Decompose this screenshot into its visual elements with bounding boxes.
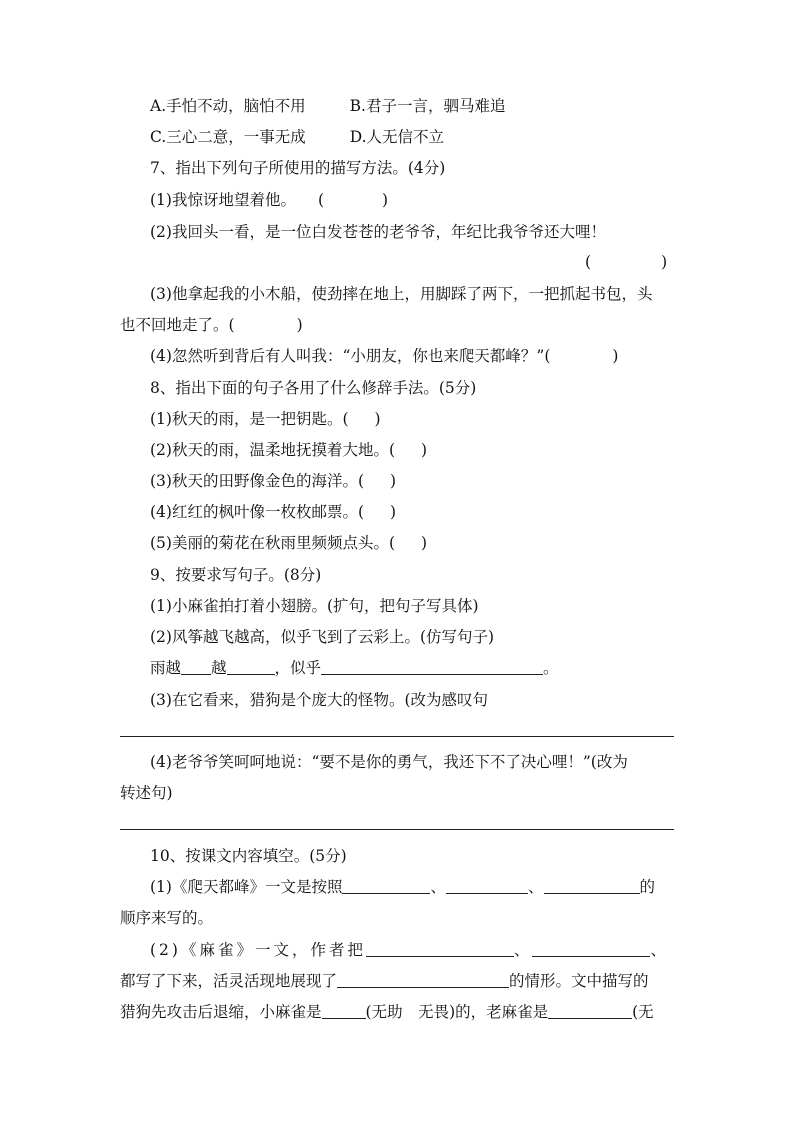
q7-sentence-2: (2)我回头一看，是一位白发苍苍的老爷爷，年纪比我爷爷还大哩！ (150, 223, 606, 241)
blank[interactable] (342, 877, 430, 894)
q7-sentence-3a: (3)他拿起我的小木船，使劲摔在地上，用脚踩了两下，一把抓起书包，头 (150, 285, 653, 303)
paren-close: ) (382, 191, 389, 209)
blank[interactable] (181, 658, 211, 675)
q8-sentence-2: (2)秋天的雨，温柔地抚摸着大地。( ) (150, 441, 428, 459)
q7-title: 7、指出下列句子所使用的描写方法。(4分) (150, 159, 446, 177)
q10-sentence-2b: 都写了下来，活灵活现地展现了 的情形。文中描写的 (120, 972, 649, 990)
q10-sentence-2c: 猎狗先攻击后退缩，小麻雀是 (无助 无畏)的，老麻雀是 (无 (120, 1003, 654, 1021)
blank[interactable] (337, 971, 509, 988)
q7-answer-2: ( ) (585, 253, 668, 271)
q6-option-b: B.君子一言，驷马难追 (349, 97, 506, 115)
q10-sentence-2a: (2)《麻雀》一文，作者把 、 、 (150, 941, 669, 959)
q10-sentence-1a: (1)《爬天都峰》一文是按照 、 、 的 (150, 878, 656, 896)
q8-title: 8、指出下面的句子各用了什么修辞手法。(5分) (150, 379, 477, 397)
paren-open: ( (317, 191, 325, 209)
blank[interactable] (227, 658, 275, 675)
q9-title: 9、按要求写句子。(8分) (150, 566, 322, 584)
blank[interactable] (544, 877, 640, 894)
q9-sentence-3: (3)在它看来，猎狗是个庞大的怪物。(改为感叹句 (150, 691, 489, 709)
q6-option-row-1 (150, 96, 505, 116)
answer-line[interactable] (120, 829, 674, 830)
q6-option-c: C.三心二意，一事无成 (150, 128, 306, 146)
q6-option-row-2 (150, 127, 444, 147)
q9-sentence-4b: 转述句) (120, 784, 173, 802)
q7-sentence-4: (4)忽然听到背后有人叫我：“小朋友，你也来爬天都峰？”( ) (150, 347, 619, 365)
q6-option-a: A.手怕不动，脑怕不用 (150, 97, 306, 115)
q9-sentence-2: (2)风筝越飞越高，似乎飞到了云彩上。(仿写句子) (150, 628, 495, 646)
blank[interactable] (446, 877, 528, 894)
q8-sentence-3: (3)秋天的田野像金色的海洋。( ) (150, 472, 397, 490)
blank[interactable] (366, 940, 514, 957)
q7-sentence-1: (1)我惊讶地望着他。 ( ) (150, 191, 389, 209)
q10-title: 10、按课文内容填空。(5分) (150, 847, 347, 865)
blank[interactable] (321, 658, 543, 675)
q8-sentence-4: (4)红红的枫叶像一枚枚邮票。( ) (150, 503, 397, 521)
blank[interactable] (322, 1002, 366, 1019)
q9-sentence-4a: (4)老爷爷笑呵呵地说：“要不是你的勇气，我还下不了决心哩！”(改为 (150, 753, 628, 771)
q9-sentence-1: (1)小麻雀拍打着小翅膀。(扩句，把句子写具体) (150, 597, 479, 615)
q6-option-d: D.人无信不立 (349, 128, 445, 146)
q7-sentence-3b: 也不回地走了。( ) (120, 316, 303, 334)
q8-sentence-5: (5)美丽的菊花在秋雨里频频点头。( ) (150, 534, 428, 552)
blank[interactable] (548, 1002, 632, 1019)
q8-sentence-1: (1)秋天的雨，是一把钥匙。( ) (150, 410, 381, 428)
q9-fill-row: 雨越 越 ，似乎 。 (150, 659, 559, 677)
blank[interactable] (532, 940, 650, 957)
answer-line[interactable] (120, 736, 674, 737)
q10-sentence-1b: 顺序来写的。 (120, 909, 214, 927)
